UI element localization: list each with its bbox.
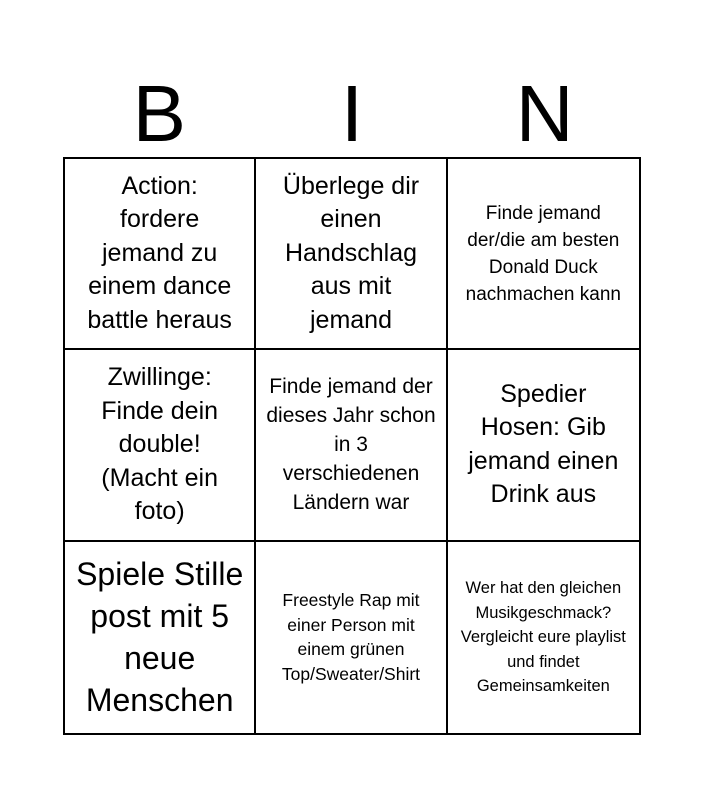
header-letter-i: I (340, 69, 364, 158)
bingo-cell[interactable] (448, 159, 639, 350)
bingo-cell-text: Spiele Stille post mit 5 neue Menschen (76, 556, 244, 719)
bingo-cell-text: Spedier Hosen: Gib jemand einen Drink aus (468, 379, 619, 509)
bingo-cell[interactable] (448, 350, 639, 541)
bingo-cell[interactable] (65, 350, 256, 541)
bingo-card-grid (63, 157, 641, 735)
bingo-cell-text: Wer hat den gleichen Musikgeschmack? Vergleicht eure playlist und findet Gemeinsamkeiten (460, 579, 626, 696)
bingo-header (63, 70, 641, 158)
bingo-cell-text: Action: fordere jemand zu einem dance battle heraus (87, 171, 232, 334)
bingo-cell[interactable] (65, 159, 256, 350)
bingo-cell-text: Überlege dir einen Handschlag aus mit jemand (282, 171, 420, 334)
bingo-cell[interactable] (256, 159, 447, 350)
bingo-cell-text: Finde jemand der dieses Jahr schon in 3 verschiedenen Ländern war (266, 375, 436, 515)
bingo-cell[interactable] (448, 542, 639, 733)
bingo-cell[interactable] (256, 350, 447, 541)
bingo-cell-text: Freestyle Rap mit einer Person mit einem grünen Top/Sweater/Shirt (281, 590, 421, 684)
header-letter-b: B (132, 69, 186, 158)
bingo-cell[interactable] (256, 542, 447, 733)
bingo-cell-text: Zwillinge: Finde dein double! (Macht ein foto) (101, 363, 219, 526)
bingo-cell[interactable] (65, 542, 256, 733)
bingo-cell-text: Finde jemand der/die am besten Donald Duck nachmachen kann (465, 202, 621, 305)
header-letter-n: N (515, 69, 574, 158)
